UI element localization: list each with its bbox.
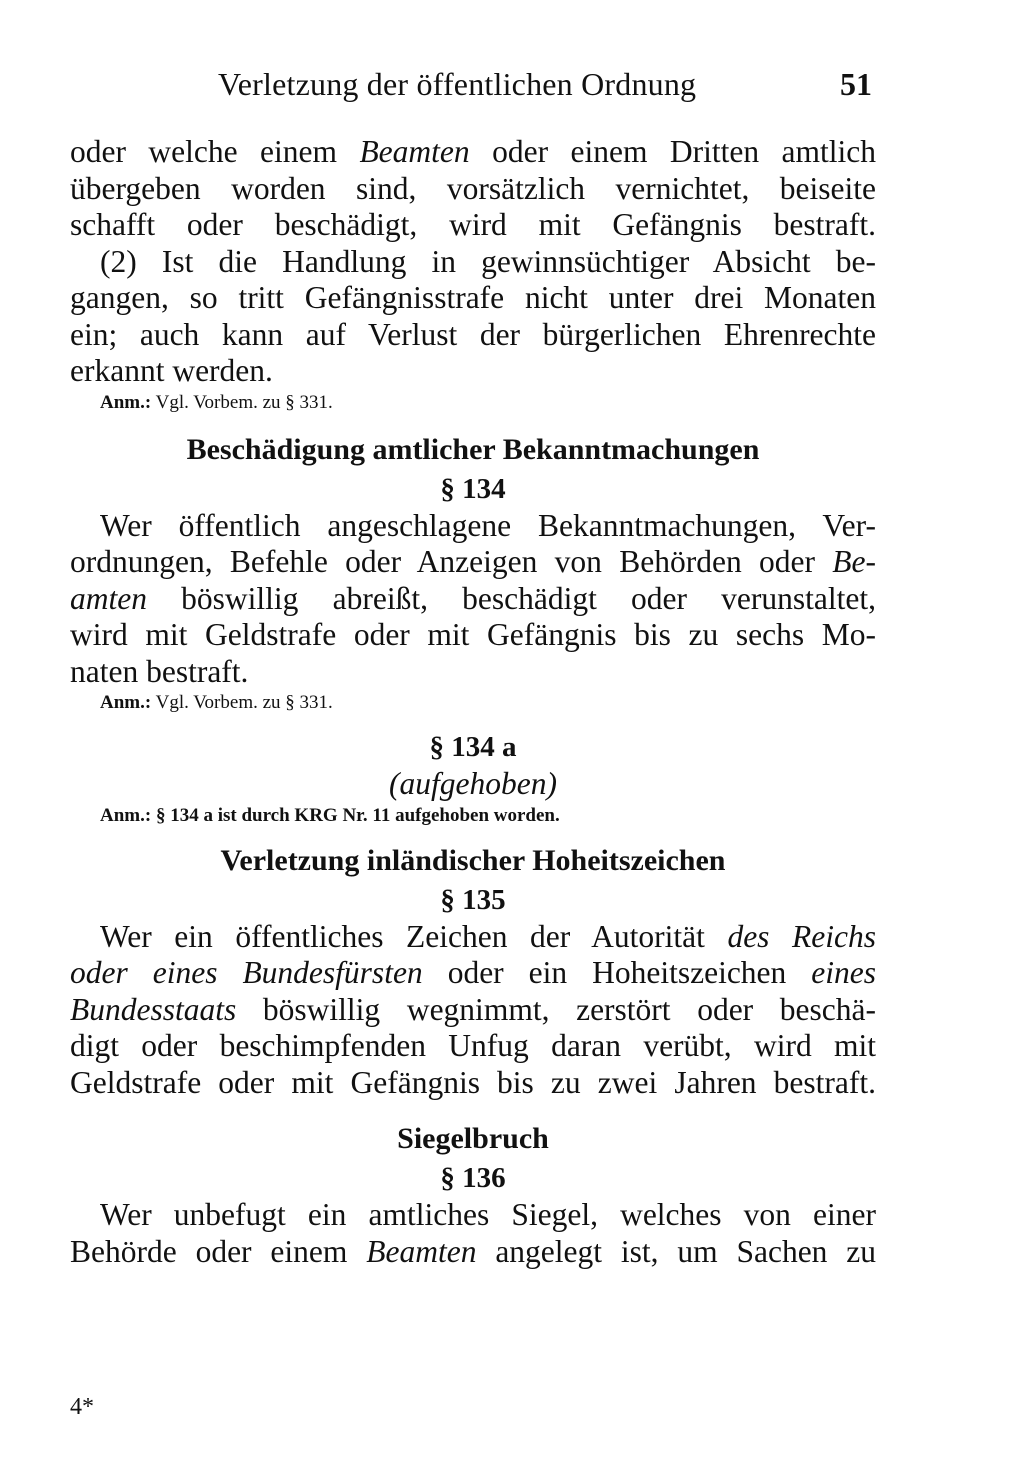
section-heading: Verletzung inländischer Hoheitszeichen — [220, 843, 726, 877]
text-line: ordnungen, Befehle oder Anzeigen von Behörden oder Be- — [70, 544, 877, 579]
paragraph-number: § 135 — [440, 883, 506, 916]
section-heading: Beschädigung amtlicher Bekanntmachungen — [186, 432, 760, 466]
paragraph-number: § 136 — [440, 1162, 506, 1194]
text-line: gangen, so tritt Gefängnisstrafe nicht unter drei Monaten — [70, 280, 876, 315]
text-line: wird mit Geldstrafe oder mit Gefängnis bis zu sechs Mo- — [70, 617, 876, 652]
text-line: Geldstrafe oder mit Gefängnis bis zu zwei Jahren bestraft. — [70, 1064, 876, 1100]
text-line: amten böswillig abreißt, beschädigt oder verunstaltet, — [70, 580, 876, 616]
text-line: Behörde oder einem Beamten angelegt ist, um Sachen zu — [70, 1233, 877, 1269]
repealed-note: (aufgehoben) — [389, 766, 557, 801]
text-line: übergeben worden sind, vorsätzlich vernichtet, beiseite — [70, 170, 876, 206]
paragraph-number: § 134 — [440, 472, 506, 505]
text-line: (2) Ist die Handlung in gewinnsüchtiger Absicht be- — [100, 243, 876, 279]
text-line: ein; auch kann auf Verlust der bürgerlichen Ehrenrechte — [70, 316, 876, 352]
annotation-note: Anm.: Vgl. Vorbem. zu § 331. — [100, 391, 333, 413]
text-line: oder welche einem Beamten oder einem Dritten amtlich — [70, 134, 877, 169]
text-line: erkannt werden. — [70, 353, 273, 388]
annotation-note: Anm.: § 134 a ist durch KRG Nr. 11 aufgehoben worden. — [100, 804, 560, 826]
page-number: 51 — [840, 66, 872, 102]
header-title: Verletzung der öffentlichen Ordnung — [218, 66, 697, 102]
page-body — [70, 134, 876, 1270]
text-line: naten bestraft. — [70, 653, 249, 689]
text-line: Wer ein öffentliches Zeichen der Autorität des Reichs — [100, 918, 876, 954]
text-line: oder eines Bundesfürsten oder ein Hoheitszeichen eines — [70, 955, 877, 990]
text-line: schafft oder beschädigt, wird mit Gefängnis bestraft. — [70, 207, 876, 242]
section-heading: Siegelbruch — [397, 1122, 549, 1155]
running-header — [70, 66, 876, 106]
paragraph-number: § 134 a — [429, 731, 517, 763]
text-line: Bundesstaats böswillig wegnimmt, zerstört oder beschä- — [70, 991, 877, 1027]
signature-mark: 4* — [70, 1394, 94, 1420]
text-line: Wer öffentlich angeschlagene Bekanntmachungen, Ver- — [100, 507, 876, 543]
text-line: digt oder beschimpfenden Unfug daran verübt, wird mit — [70, 1028, 876, 1063]
text-line: Wer unbefugt ein amtliches Siegel, welches von einer — [100, 1197, 876, 1232]
annotation-note: Anm.: Vgl. Vorbem. zu § 331. — [100, 692, 333, 713]
